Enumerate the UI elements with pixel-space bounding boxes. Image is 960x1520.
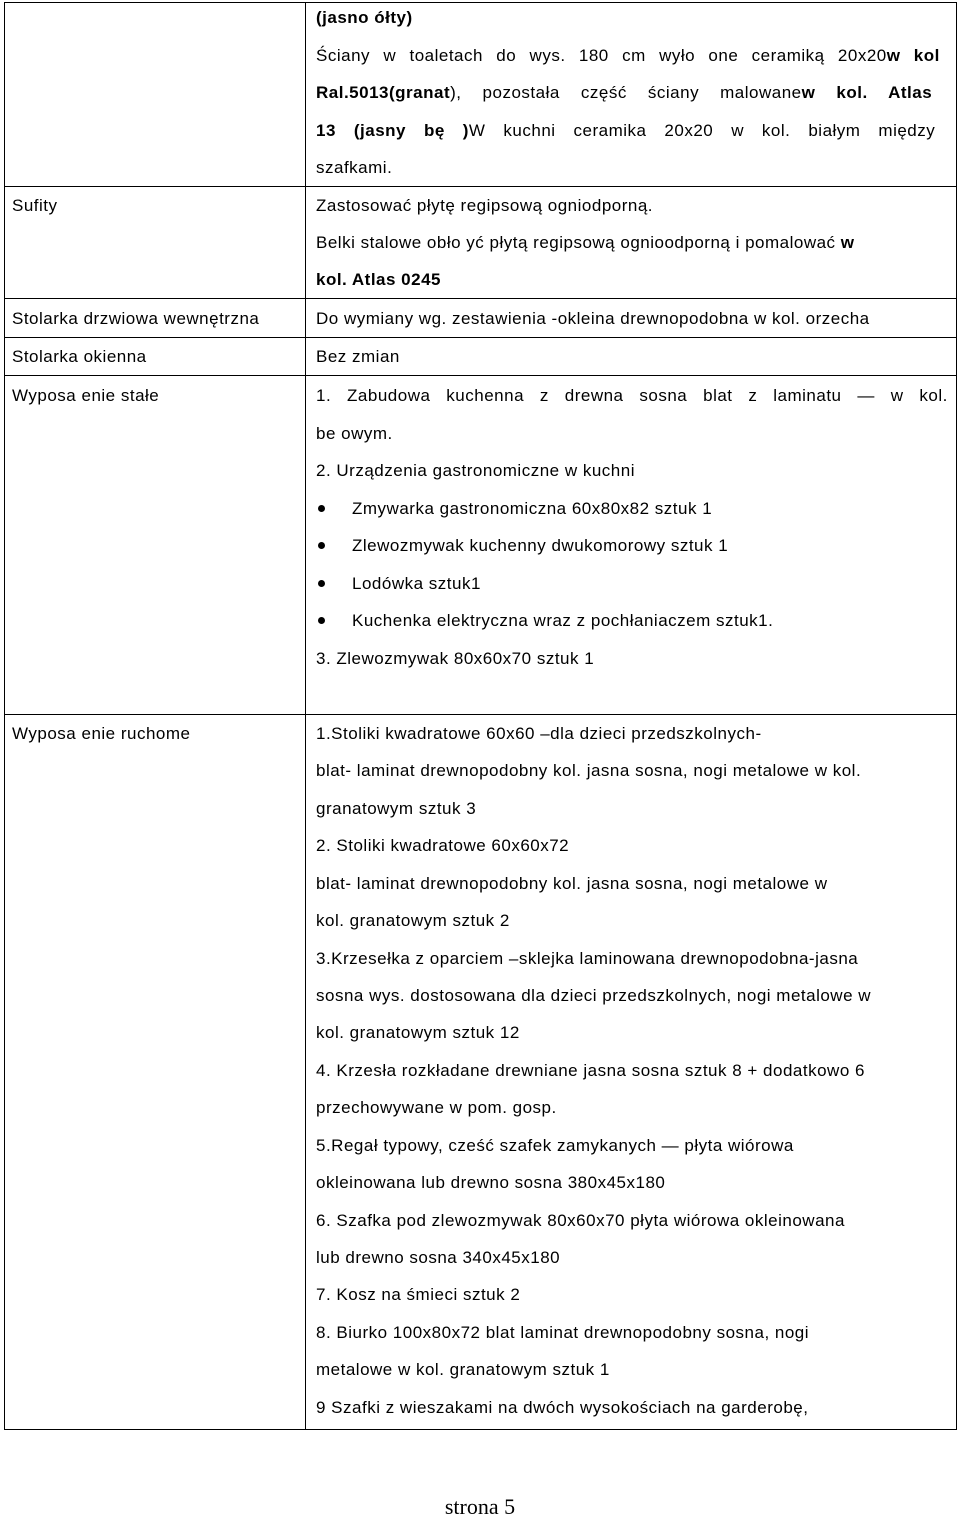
row-label-wyposazenie-stale: Wyposa enie stałe (12, 386, 160, 405)
sufity-line-1: Zastosować płytę regipsową ogniodporną. (316, 196, 654, 215)
bullet-icon (318, 580, 325, 587)
list-item: Kuchenka elektryczna wraz z pochłaniaczem sztuk1. (352, 611, 774, 630)
row-divider-4 (4, 375, 957, 376)
list-item: Lodówka sztuk1 (352, 574, 481, 593)
wyposazenie-stale-line-2: be owym. (316, 424, 393, 443)
walls-line-3: Ral.5013(granat), pozostała część ściany malowanew kol. Atlas (316, 83, 933, 102)
wyposazenie-stale-line-4: 3. Zlewozmywak 80x60x70 sztuk 1 (316, 649, 595, 668)
row-divider-3 (4, 337, 957, 338)
bullet-icon (318, 542, 325, 549)
ruchome-line: kol. granatowym sztuk 12 (316, 1023, 520, 1042)
page-number: strona 5 (444, 1494, 516, 1519)
ruchome-line: 5.Regał typowy, cześć szafek zamykanych — płyta wiórowa (316, 1136, 794, 1155)
ruchome-line: 2. Stoliki kwadratowe 60x60x72 (316, 836, 570, 855)
list-item: Zlewozmywak kuchenny dwukomorowy sztuk 1 (352, 536, 729, 555)
ruchome-line: przechowywane w pom. gosp. (316, 1098, 557, 1117)
row-label-wyposazenie-ruchome: Wyposa enie ruchome (12, 724, 191, 743)
row-label-stolarka-drzwiowa: Stolarka drzwiowa wewnętrzna (12, 309, 260, 328)
ruchome-line: 8. Biurko 100x80x72 blat laminat drewnopodobny sosna, nogi (316, 1323, 810, 1342)
table-border-left (4, 2, 5, 1430)
ruchome-line: lub drewno sosna 340x45x180 (316, 1248, 561, 1267)
list-item: Zmywarka gastronomiczna 60x80x82 sztuk 1 (352, 499, 713, 518)
stolarka-okienna-text: Bez zmian (316, 347, 400, 366)
table-border-bottom (4, 1429, 957, 1430)
ruchome-line: 7. Kosz na śmieci sztuk 2 (316, 1285, 521, 1304)
ruchome-line: sosna wys. dostosowana dla dzieci przedszkolnych, nogi metalowe w (316, 986, 872, 1005)
ruchome-line: blat- laminat drewnopodobny kol. jasna sosna, nogi metalowe w kol. (316, 761, 862, 780)
row-divider-5 (4, 714, 957, 715)
ruchome-line: okleinowana lub drewno sosna 380x45x180 (316, 1173, 666, 1192)
bullet-icon (318, 617, 325, 624)
ruchome-line: 6. Szafka pod zlewozmywak 80x60x70 płyta wiórowa okleinowana (316, 1211, 845, 1230)
ruchome-line: blat- laminat drewnopodobny kol. jasna sosna, nogi metalowe w (316, 874, 828, 893)
walls-line-1: (jasno ółty) (316, 8, 413, 27)
row-label-stolarka-okienna: Stolarka okienna (12, 347, 147, 366)
table-border-top (4, 2, 957, 3)
ruchome-line: granatowym sztuk 3 (316, 799, 477, 818)
wyposazenie-stale-line-3: 2. Urządzenia gastronomiczne w kuchni (316, 461, 635, 480)
ruchome-line: metalowe w kol. granatowym sztuk 1 (316, 1360, 610, 1379)
bullet-icon (318, 505, 325, 512)
walls-line-4: 13 (jasny bę )W kuchni ceramika 20x20 w kol. białym między (316, 121, 936, 140)
stolarka-drzwiowa-text: Do wymiany wg. zestawienia -okleina drewnopodobna w kol. orzecha (316, 309, 870, 328)
row-label-sufity: Sufity (12, 196, 58, 215)
row-divider-2 (4, 298, 957, 299)
ruchome-line: kol. granatowym sztuk 2 (316, 911, 510, 930)
ruchome-line: 9 Szafki z wieszakami na dwóch wysokościach na garderobę, (316, 1398, 809, 1417)
table-border-right (956, 2, 957, 1430)
ruchome-line: 1.Stoliki kwadratowe 60x60 –dla dzieci przedszkolnych- (316, 724, 762, 743)
row-divider-1 (4, 186, 957, 187)
table-column-divider (305, 2, 306, 1430)
wyposazenie-stale-line-1: 1. Zabudowa kuchenna z drewna sosna blat z laminatu — w kol. (316, 386, 948, 405)
sufity-line-3: kol. Atlas 0245 (316, 270, 441, 289)
walls-line-5: szafkami. (316, 158, 393, 177)
ruchome-line: 4. Krzesła rozkładane drewniane jasna sosna sztuk 8 + dodatkowo 6 (316, 1061, 865, 1080)
sufity-line-2: Belki stalowe obło yć płytą regipsową ognioodporną i pomalować w (316, 233, 855, 252)
walls-line-2: Ściany w toaletach do wys. 180 cm wyło one ceramiką 20x20w kol (316, 46, 940, 65)
ruchome-line: 3.Krzesełka z oparciem –sklejka laminowana drewnopodobna-jasna (316, 949, 859, 968)
